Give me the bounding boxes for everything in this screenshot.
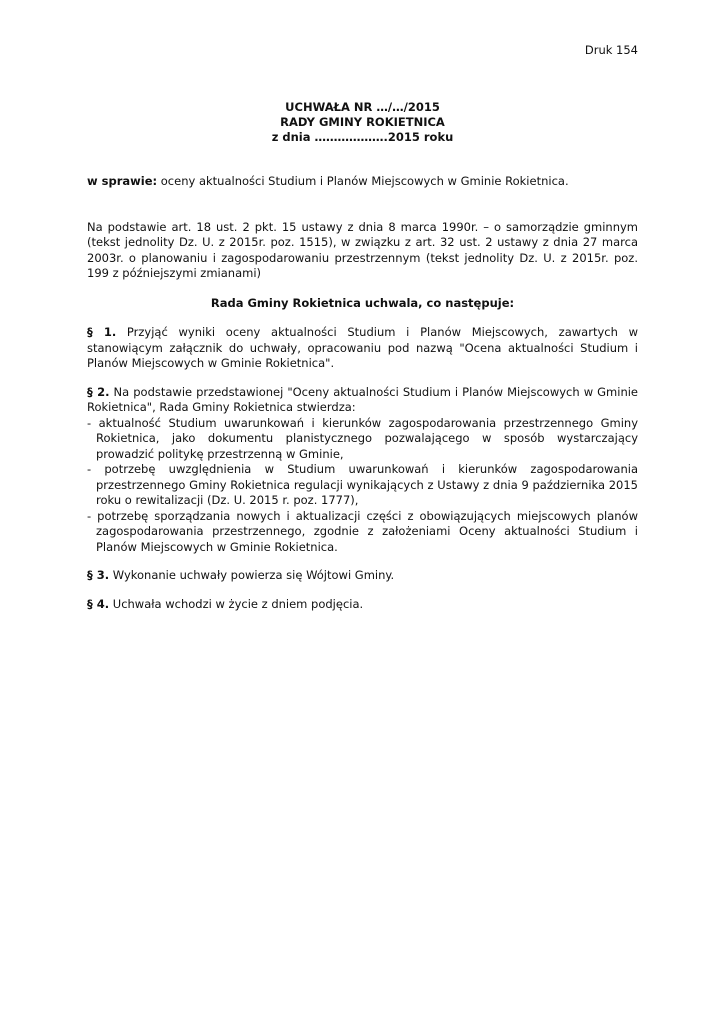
section-2-text: Na podstawie przedstawionej "Oceny aktualności Studium i Planów Miejscowych w Gminie Rokietnica", Rada Gminy Rokietnica stwierdza: <box>87 384 639 414</box>
section-1-text: Przyjąć wyniki oceny aktualności Studium i Planów Miejscowych, zawartych w stanowiącym załącznik do uchwały, opracowaniu pod nazwą "Ocena aktualności Studium i Planów Miejscowych w Gminie Rokietnica". <box>87 325 639 370</box>
list-item: - potrzebę uwzględnienia w Studium uwarunkowań i kierunków zagospodarowania przestrzennego Gminy Rokietnica regulacji wynikających z Ustawy z dnia 9 października 2015 roku o rewitalizacji (Dz. U. 2015 r. poz. 1777), <box>87 462 638 507</box>
section-1 <box>87 325 638 372</box>
title-line-council: RADY GMINY ROKIETNICA <box>280 115 445 129</box>
subject-paragraph <box>87 174 638 190</box>
subject-text: oceny aktualności Studium i Planów Miejscowych w Gminie Rokietnica. <box>157 174 569 188</box>
section-3 <box>87 568 638 584</box>
list-item: - potrzebę sporządzania nowych i aktualizacji części z obowiązujących miejscowych planów zagospodarowania przestrzennego, zgodnie z założeniami Oceny aktualności Studium i Planów Miejscowych w Gminie Rokietnica. <box>87 508 638 554</box>
legal-basis-paragraph: Na podstawie art. 18 ust. 2 pkt. 15 ustawy z dnia 8 marca 1990r. – o samorządzie gminnym (tekst jednolity Dz. U. z 2015r. poz. 1515), w związku z art. 32 ust. 2 ustawy z dnia 27 marca 2003r. o planowaniu i zagospodarowaniu przestrzennym (tekst jednolity Dz. U. z 2015r. poz. 199 z późniejszymi zmianami) <box>87 219 638 280</box>
section-4-text: Uchwała wchodzi w życie z dniem podjęcia. <box>109 596 364 611</box>
resolves-heading: Rada Gminy Rokietnica uchwala, co następuje: <box>210 295 515 310</box>
section-2-list <box>87 416 638 556</box>
section-3-text: Wykonanie uchwały powierza się Wójtowi Gminy. <box>109 568 395 582</box>
title-line-date: z dnia ……………….2015 roku <box>271 130 454 144</box>
section-2-label: § 2. <box>87 384 110 399</box>
section-4 <box>87 597 638 613</box>
subject-label: w sprawie: <box>87 174 158 188</box>
print-number: Druk 154 <box>584 43 638 57</box>
title-line-number: UCHWAŁA NR …/…/2015 <box>285 100 440 114</box>
section-4-label: § 4. <box>87 596 110 611</box>
section-2 <box>87 385 638 556</box>
resolution-body <box>87 174 638 625</box>
list-item: - aktualność Studium uwarunkowań i kierunków zagospodarowania przestrzennego Gminy Rokietnica, jako dokumentu planistycznego pozwalającego w sposób wystarczający prowadzić politykę przestrzenną w Gminie, <box>87 415 638 461</box>
section-1-label: § 1. <box>87 325 117 339</box>
section-3-label: § 3. <box>87 568 110 582</box>
resolution-title <box>87 100 638 145</box>
